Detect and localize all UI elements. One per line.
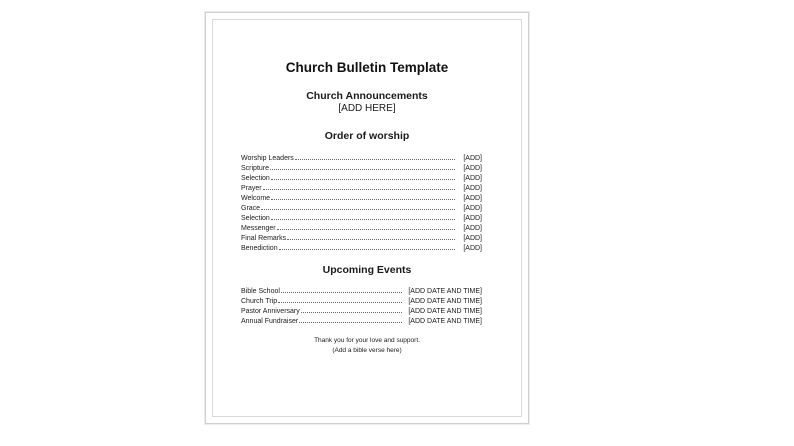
worship-item <box>241 154 482 164</box>
worship-item-label: Grace <box>241 205 261 212</box>
worship-item-label: Messenger <box>241 225 276 232</box>
dot-leader <box>271 178 456 180</box>
event-item <box>241 307 482 317</box>
verse-placeholder: (Add a bible verse here) <box>332 347 402 354</box>
worship-item <box>241 184 482 194</box>
announcements-placeholder: [ADD HERE] <box>338 103 396 114</box>
worship-item <box>241 214 482 224</box>
worship-item-value: [ADD] <box>463 215 482 222</box>
announcements-heading: Church Announcements <box>306 90 428 102</box>
worship-item-value: [ADD] <box>463 225 482 232</box>
event-item-label: Pastor Anniversary <box>241 308 300 315</box>
worship-item-value: [ADD] <box>463 245 482 252</box>
worship-item <box>241 204 482 214</box>
worship-item-label: Prayer <box>241 185 262 192</box>
order-of-worship-heading: Order of worship <box>324 130 410 142</box>
dot-leader <box>261 208 455 210</box>
event-item-label: Church Trip <box>241 298 278 305</box>
dot-leader <box>271 218 456 220</box>
dot-leader <box>271 198 455 200</box>
worship-item-label: Welcome <box>241 195 271 202</box>
event-item-value: [ADD DATE AND TIME] <box>408 308 482 315</box>
upcoming-events-list <box>241 287 482 327</box>
worship-item <box>241 194 482 204</box>
worship-item-value: [ADD] <box>463 195 482 202</box>
worship-item-value: [ADD] <box>463 165 482 172</box>
document-page <box>212 19 522 417</box>
order-of-worship-list <box>241 154 482 254</box>
page-footer <box>213 336 521 356</box>
worship-item <box>241 174 482 184</box>
worship-item-label: Benediction <box>241 245 278 252</box>
worship-item-label: Scripture <box>241 165 270 172</box>
dot-leader <box>281 291 402 293</box>
event-item-label: Bible School <box>241 288 280 295</box>
dot-leader <box>270 168 455 170</box>
worship-item <box>241 234 482 244</box>
worship-item-value: [ADD] <box>463 185 482 192</box>
worship-item <box>241 244 482 254</box>
worship-item-value: [ADD] <box>463 155 482 162</box>
dot-leader <box>299 321 402 323</box>
dot-leader <box>295 158 456 160</box>
event-item-value: [ADD DATE AND TIME] <box>408 298 482 305</box>
thanks-text: Thank you for your love and support. <box>314 337 420 344</box>
worship-item <box>241 164 482 174</box>
dot-leader <box>263 188 456 190</box>
dot-leader <box>301 311 403 313</box>
event-item <box>241 297 482 307</box>
worship-item-label: Selection <box>241 175 270 182</box>
worship-item-value: [ADD] <box>463 175 482 182</box>
event-item <box>241 317 482 327</box>
event-item-value: [ADD DATE AND TIME] <box>408 288 482 295</box>
worship-item-label: Selection <box>241 215 270 222</box>
worship-item-value: [ADD] <box>463 235 482 242</box>
dot-leader <box>287 238 455 240</box>
event-item-value: [ADD DATE AND TIME] <box>408 318 482 325</box>
event-item-label: Annual Fundraiser <box>241 318 299 325</box>
worship-item-label: Worship Leaders <box>241 155 294 162</box>
page-title: Church Bulletin Template <box>285 60 449 75</box>
worship-item <box>241 224 482 234</box>
worship-item-label: Final Remarks <box>241 235 287 242</box>
worship-item-value: [ADD] <box>463 205 482 212</box>
dot-leader <box>278 301 402 303</box>
dot-leader <box>277 228 456 230</box>
dot-leader <box>279 248 456 250</box>
event-item <box>241 287 482 297</box>
document-page-frame <box>205 12 529 424</box>
upcoming-events-heading: Upcoming Events <box>322 264 412 276</box>
